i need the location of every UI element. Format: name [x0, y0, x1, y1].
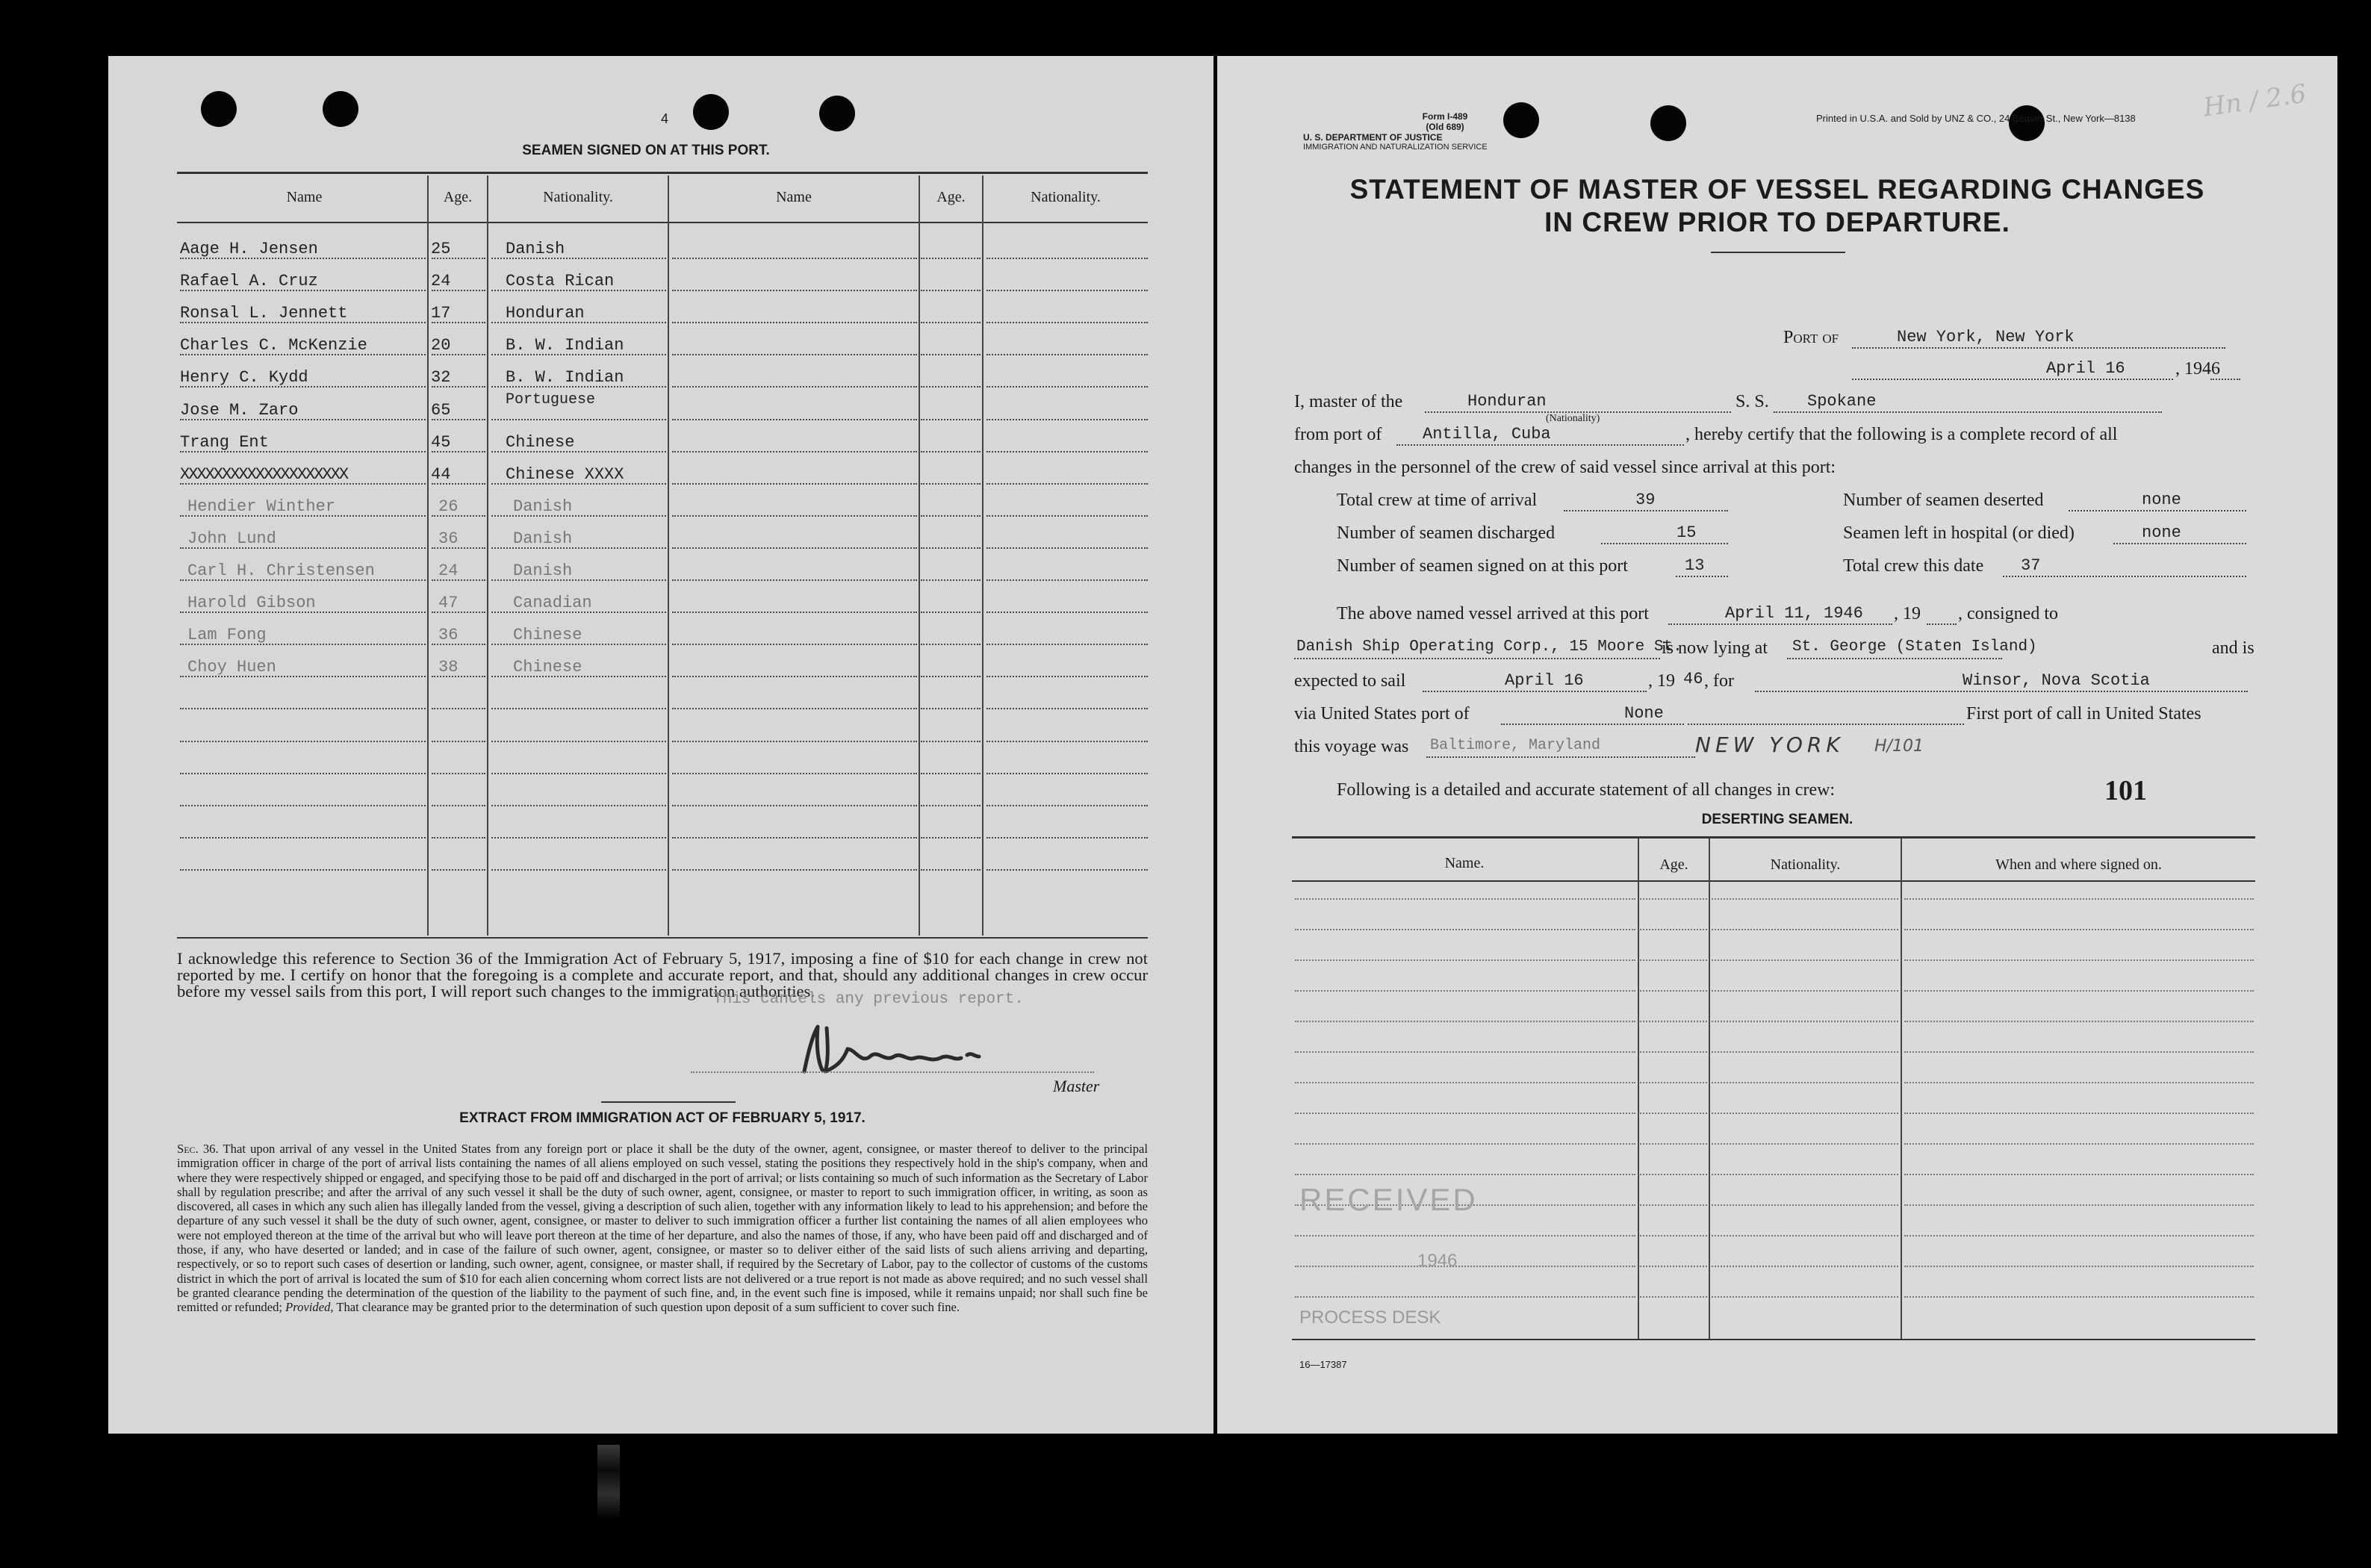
discharged-value: 15 — [1677, 523, 1697, 542]
master-of-label: I, master of the — [1294, 392, 1403, 411]
row-age: 47 — [438, 594, 459, 612]
deserting-row-rule — [1295, 959, 1635, 961]
expected-year: 46 — [1683, 670, 1703, 688]
row-rule — [921, 290, 981, 291]
deserting-row-rule — [1904, 1204, 2254, 1206]
total-crew-arrival-value: 39 — [1635, 491, 1656, 509]
row-rule — [491, 708, 666, 709]
row-rule — [672, 451, 917, 452]
deserting-row-rule — [1712, 1204, 1898, 1206]
row-rule — [672, 579, 917, 581]
row-nationality: Chinese — [513, 626, 582, 644]
section-36-text — [177, 1142, 1148, 1315]
deserting-row-rule — [1712, 1266, 1898, 1267]
nationality-caption: (Nationality) — [1546, 413, 1600, 424]
row-rule — [986, 451, 1148, 452]
row-age: 44 — [431, 465, 451, 484]
row-rule — [180, 741, 426, 742]
deserting-row-rule — [1295, 1174, 1635, 1175]
extract-title: EXTRACT FROM IMMIGRATION ACT OF FEBRUARY 5, 1917. — [459, 1110, 866, 1126]
row-rule — [672, 869, 917, 871]
row-rule — [921, 676, 981, 677]
row-age: 17 — [431, 304, 451, 323]
deserting-row-rule — [1295, 1235, 1635, 1236]
arrived-value: April 11, 1946 — [1725, 604, 1863, 623]
column-header: Name. — [1444, 855, 1485, 871]
punch-hole — [201, 91, 237, 127]
for-label: , for — [1704, 671, 1734, 691]
signed-on-label: Number of seamen signed on at this port — [1337, 556, 1628, 576]
deserting-row-rule — [1295, 1296, 1635, 1298]
page-number: 4 — [661, 111, 669, 126]
deserting-row-rule — [1904, 1051, 2254, 1053]
row-rule — [986, 354, 1148, 355]
row-age: 24 — [438, 561, 459, 580]
row-rule — [491, 741, 666, 742]
deserted-label: Number of seamen deserted — [1843, 491, 2044, 510]
row-rule — [986, 708, 1148, 709]
row-rule — [491, 837, 666, 839]
first-port-label: First port of call in United States — [1966, 704, 2201, 724]
row-name: Ronsal L. Jennett — [180, 304, 348, 323]
form-old: (Old 689) — [1426, 122, 1464, 132]
hospital-value: none — [2142, 523, 2181, 542]
row-rule — [180, 837, 426, 839]
row-name: Henry C. Kydd — [180, 368, 308, 387]
film-speck — [597, 1445, 620, 1519]
deserting-row-rule — [1712, 1021, 1898, 1022]
changes-text: changes in the personnel of the crew of said vessel since arrival at this port: — [1294, 458, 1836, 477]
row-rule — [432, 805, 485, 806]
deserting-row-rule — [1295, 1113, 1635, 1114]
arrived-label: The above named vessel arrived at this port — [1337, 604, 1649, 623]
following-label: Following is a detailed and accurate statement of all changes in crew: — [1337, 780, 1836, 800]
column-header: Nationality. — [543, 189, 613, 205]
master-label: Master — [1053, 1077, 1100, 1095]
nationality-value: Honduran — [1467, 392, 1547, 411]
from-port-label: from port of — [1294, 425, 1382, 444]
footer-code: 16—17387 — [1299, 1359, 1347, 1370]
deserting-row-rule — [1640, 1143, 1707, 1145]
title-line-1: STATEMENT OF MASTER OF VESSEL REGARDING CHANGES — [1349, 174, 2205, 205]
row-rule — [432, 773, 485, 774]
row-age: 26 — [438, 497, 459, 516]
row-rule — [921, 869, 981, 871]
signed-on-value: 13 — [1685, 556, 1705, 575]
voyage-handwritten: NEW YORK — [1695, 732, 1845, 757]
punch-hole — [693, 94, 729, 130]
row-nationality: Danish — [513, 561, 573, 580]
deserting-row-rule — [1904, 898, 2254, 900]
column-header: Nationality. — [1770, 856, 1841, 873]
punch-hole — [1650, 105, 1686, 141]
row-rule — [986, 290, 1148, 291]
row-rule — [986, 579, 1148, 581]
row-rule — [986, 419, 1148, 420]
consignee-value: Danish Ship Operating Corp., 15 Moore St. — [1296, 638, 1682, 656]
deserting-row-rule — [1904, 959, 2254, 961]
row-name: Aage H. Jensen — [180, 240, 318, 258]
row-age: 32 — [431, 368, 451, 387]
column-header: Age. — [443, 189, 473, 205]
row-nationality: Costa Rican — [506, 272, 615, 290]
row-age: 65 — [431, 401, 451, 420]
row-rule — [921, 837, 981, 839]
deserting-row-rule — [1640, 1204, 1707, 1206]
row-name: Choy Huen — [187, 658, 276, 676]
row-rule — [180, 708, 426, 709]
row-rule — [491, 773, 666, 774]
row-rule — [921, 258, 981, 259]
year-value: , 1946 — [2175, 359, 2220, 379]
row-rule — [921, 579, 981, 581]
total-crew-arrival-label: Total crew at time of arrival — [1337, 491, 1538, 510]
via-value: None — [1624, 704, 1664, 723]
section-end: That clearance may be granted prior to the determination of such question upon deposit of a sum sufficient to cover such fine. — [336, 1300, 960, 1315]
discharged-label: Number of seamen discharged — [1337, 523, 1556, 543]
consigned-label: , consigned to — [1958, 604, 2058, 623]
deserting-row-rule — [1640, 929, 1707, 930]
deserting-row-rule — [1295, 898, 1635, 900]
column-header: Age. — [1659, 856, 1688, 873]
punch-hole — [323, 91, 358, 127]
row-nationality: B. W. Indian — [506, 336, 624, 355]
expected-value: April 16 — [1505, 671, 1584, 690]
row-rule — [986, 805, 1148, 806]
row-nationality: Chinese — [506, 433, 575, 452]
deserting-row-rule — [1712, 1174, 1898, 1175]
row-age: 38 — [438, 658, 459, 676]
deserting-row-rule — [1640, 1051, 1707, 1053]
service: IMMIGRATION AND NATURALIZATION SERVICE — [1303, 143, 1488, 152]
deserting-row-rule — [1904, 1021, 2254, 1022]
row-rule — [432, 708, 485, 709]
row-name: Harold Gibson — [187, 594, 316, 612]
form-title — [1247, 174, 2308, 238]
row-nationality: Danish — [506, 240, 565, 258]
deserting-row-rule — [1640, 1235, 1707, 1236]
row-rule — [986, 515, 1148, 517]
row-rule — [921, 515, 981, 517]
row-name: XXXXXXXXXXXXXXXXXXXX — [180, 465, 348, 484]
row-nationality: B. W. Indian — [506, 368, 624, 387]
arrived-19: , 19 — [1894, 604, 1921, 623]
row-rule — [672, 322, 917, 323]
row-name: Hendier Winther — [187, 497, 336, 516]
row-age: 24 — [431, 272, 451, 290]
deserting-row-rule — [1295, 1266, 1635, 1267]
deserting-row-rule — [1712, 898, 1898, 900]
row-rule — [986, 258, 1148, 259]
row-rule — [986, 644, 1148, 645]
row-rule — [491, 419, 666, 420]
stamp-number: 101 — [2104, 775, 2147, 806]
deserting-row-rule — [1640, 959, 1707, 961]
deserting-row-rule — [1712, 959, 1898, 961]
row-rule — [180, 805, 426, 806]
row-rule — [672, 773, 917, 774]
row-rule — [491, 869, 666, 871]
and-is-label: and is — [2212, 638, 2255, 658]
row-rule — [491, 805, 666, 806]
deserting-row-rule — [1904, 929, 2254, 930]
row-rule — [672, 386, 917, 388]
vessel-value: Spokane — [1807, 392, 1877, 411]
deserted-value: none — [2142, 491, 2181, 509]
deserting-row-rule — [1904, 1174, 2254, 1175]
row-rule — [986, 322, 1148, 323]
voyage-value: Baltimore, Maryland — [1430, 737, 1601, 754]
section-title: SEAMEN SIGNED ON AT THIS PORT. — [522, 143, 770, 158]
deserting-row-rule — [1640, 1174, 1707, 1175]
row-age: 36 — [438, 529, 459, 548]
stamp-bottom: PROCESS DESK — [1299, 1307, 1441, 1328]
total-crew-date-value: 37 — [2021, 556, 2041, 575]
total-crew-date-label: Total crew this date — [1843, 556, 1984, 576]
row-rule — [921, 451, 981, 452]
row-rule — [432, 869, 485, 871]
row-name: Rafael A. Cruz — [180, 272, 318, 290]
deserting-row-rule — [1904, 1266, 2254, 1267]
row-rule — [921, 805, 981, 806]
row-rule — [921, 741, 981, 742]
deserting-row-rule — [1712, 1082, 1898, 1083]
row-rule — [921, 386, 981, 388]
row-rule — [921, 644, 981, 645]
row-rule — [180, 869, 426, 871]
row-rule — [672, 612, 917, 613]
column-header: When and where signed on. — [1995, 856, 2162, 873]
row-rule — [672, 547, 917, 549]
row-rule — [986, 837, 1148, 839]
corner-mark: Hn / 2.6 — [2201, 78, 2308, 123]
from-port-value: Antilla, Cuba — [1423, 425, 1551, 444]
row-rule — [672, 483, 917, 485]
row-rule — [672, 644, 917, 645]
deserting-row-rule — [1712, 1235, 1898, 1236]
certify-text: , hereby certify that the following is a complete record of all — [1685, 425, 2118, 444]
row-nationality: Portuguese — [506, 391, 596, 408]
deserting-row-rule — [1295, 1021, 1635, 1022]
department: U. S. DEPARTMENT OF JUSTICE — [1303, 132, 1443, 143]
row-rule — [921, 708, 981, 709]
cancels-note: This cancels any previous report. — [713, 991, 1024, 1008]
row-rule — [921, 547, 981, 549]
row-age: 25 — [431, 240, 451, 258]
column-header: Nationality. — [1031, 189, 1101, 205]
section-body: That upon arrival of any vessel in the United States from any foreign port or place it shall be the duty of the owner, agent, consignee, or master thereof to deliver to the principal immigration officer in charge of the port of arrival lists containing the names of all aliens employed on such vessel, stating the positions they respectively hold in the ship's company, when and where they were respectively shipped or engaged, and specifying those to be paid off and discharged in the port of arrival; or lists containing so much of such information as the Secretary of Labor shall by regulation prescribe; and after the arrival of any such vessel it shall be the duty of such owner, agent, consignee, or master to report to such immigration officer, in writing, as soon as discovered, all cases in which any such alien has illegally landed from the vessel, giving a description of such alien, together with any information likely to lead to his apprehension; and before the departure of any such vessel it shall be the duty of such owner, agent, consignee, or master to deliver to such immigration officer a further list containing the names of all alien employees who were not employed thereon at the time of the arrival but who will leave port thereon at the time of her departure, and also the names of those, if any, who have been paid off and discharged and of those, if any, who have deserted or landed; and in case of the failure of such owner, agent, consignee, or master so to deliver either of the said lists of such aliens arriving and departing, respectively, or so to report such cases of desertion or landing, such owner, agent, consignee, or master shall, if required by the Secretary of Labor, pay to the collector of customs of the customs district in which the port of arrival is located the sum of $10 for each alien concerning whom correct lists are not delivered or a true report is not made as above required; and no such vessel shall be granted clearance pending the determination of the question of the liability to the payment of such fine, and, in the event such fine is imposed, while it remains unpaid; nor shall such fine be remitted or refunded; — [177, 1142, 1149, 1315]
deserting-row-rule — [1640, 990, 1707, 992]
deserting-row-rule — [1295, 929, 1635, 930]
printer-line: Printed in U.S.A. and Sold by UNZ & CO., 24 Beaver St., New York—8138 — [1816, 113, 2136, 124]
acknowledgement-text: I acknowledge this reference to Section 36 of the Immigration Act of February 5, 1917, imposing a fine of $10 for each change in crew not reported by me. I certify on honor that the foregoing is a complete and accurate report, and that, should any additional changes in crew occur before my vessel sails from this port, I will report such changes to the immigration authorities. — [177, 949, 1148, 1001]
row-rule — [672, 515, 917, 517]
left-page — [108, 56, 1214, 1434]
deserting-row-rule — [1712, 929, 1898, 930]
deserting-title: DESERTING SEAMEN. — [1701, 812, 1853, 827]
row-rule — [921, 483, 981, 485]
hospital-label: Seamen left in hospital (or died) — [1843, 523, 2075, 543]
deserting-row-rule — [1295, 1082, 1635, 1083]
deserting-row-rule — [1295, 990, 1635, 992]
destination-value: Winsor, Nova Scotia — [1963, 671, 2150, 690]
row-rule — [921, 773, 981, 774]
row-name: Trang Ent — [180, 433, 269, 452]
port-label: Port of — [1783, 328, 1839, 347]
row-rule — [672, 290, 917, 291]
right-page — [1217, 56, 2337, 1434]
received-stamp: RECEIVED — [1299, 1182, 1478, 1217]
row-rule — [921, 322, 981, 323]
row-nationality: Danish — [513, 529, 573, 548]
punch-hole — [1503, 102, 1539, 138]
lying-value: St. George (Staten Island) — [1792, 638, 2037, 656]
stamp-year: 1946 — [1417, 1251, 1458, 1271]
column-header: Age. — [936, 189, 966, 205]
deserting-row-rule — [1640, 1266, 1707, 1267]
row-nationality: Chinese — [513, 658, 582, 676]
title-line-2: IN CREW PRIOR TO DEPARTURE. — [1544, 207, 2010, 237]
deserting-row-rule — [1904, 1082, 2254, 1083]
ss-label: S. S. — [1735, 392, 1769, 411]
row-nationality: Honduran — [506, 304, 585, 323]
row-rule — [432, 741, 485, 742]
row-name: Lam Fong — [187, 626, 267, 644]
row-rule — [672, 354, 917, 355]
row-name: Charles C. McKenzie — [180, 336, 367, 355]
row-rule — [986, 483, 1148, 485]
row-rule — [672, 419, 917, 420]
row-age: 45 — [431, 433, 451, 452]
row-rule — [921, 612, 981, 613]
deserting-row-rule — [1904, 990, 2254, 992]
section-label: Sec. 36. — [177, 1142, 219, 1156]
row-nationality: Chinese XXXX — [506, 465, 624, 484]
row-rule — [986, 869, 1148, 871]
row-rule — [672, 837, 917, 839]
row-rule — [672, 258, 917, 259]
row-rule — [921, 419, 981, 420]
deserting-row-rule — [1640, 1296, 1707, 1298]
expected-19: , 19 — [1648, 671, 1675, 691]
row-rule — [986, 612, 1148, 613]
row-rule — [986, 547, 1148, 549]
expected-label: expected to sail — [1294, 671, 1406, 691]
row-rule — [921, 354, 981, 355]
deserting-row-rule — [1640, 1021, 1707, 1022]
master-signature — [795, 1019, 1079, 1079]
row-name: Carl H. Christensen — [187, 561, 375, 580]
deserting-row-rule — [1712, 1113, 1898, 1114]
deserting-row-rule — [1904, 1113, 2254, 1114]
deserting-row-rule — [1712, 1051, 1898, 1053]
punch-hole — [819, 96, 855, 131]
port-value: New York, New York — [1897, 328, 2075, 346]
row-rule — [672, 708, 917, 709]
row-rule — [986, 741, 1148, 742]
deserting-row-rule — [1904, 1143, 2254, 1145]
row-rule — [986, 386, 1148, 388]
initials: H/101 — [1874, 737, 1924, 756]
deserting-row-rule — [1712, 990, 1898, 992]
row-rule — [672, 805, 917, 806]
deserting-row-rule — [1640, 1082, 1707, 1083]
form-number: Form I-489 — [1422, 111, 1468, 122]
row-nationality: Danish — [513, 497, 573, 516]
column-header: Name — [776, 189, 812, 205]
lying-label: is now lying at — [1662, 638, 1768, 658]
row-rule — [986, 676, 1148, 677]
row-name: Jose M. Zaro — [180, 401, 299, 420]
row-name: John Lund — [187, 529, 276, 548]
deserting-row-rule — [1640, 898, 1707, 900]
deserting-row-rule — [1640, 1113, 1707, 1114]
deserting-row-rule — [1712, 1296, 1898, 1298]
column-header: Name — [286, 189, 323, 205]
row-rule — [672, 676, 917, 677]
voyage-label: this voyage was — [1294, 737, 1409, 756]
row-nationality: Canadian — [513, 594, 592, 612]
via-label: via United States port of — [1294, 704, 1470, 724]
row-rule — [180, 773, 426, 774]
deserting-row-rule — [1904, 1235, 2254, 1236]
row-rule — [432, 837, 485, 839]
date-value: April 16 — [2046, 359, 2125, 378]
row-rule — [672, 741, 917, 742]
deserting-row-rule — [1295, 1051, 1635, 1053]
row-age: 36 — [438, 626, 459, 644]
deserting-row-rule — [1904, 1296, 2254, 1298]
row-age: 20 — [431, 336, 451, 355]
deserting-row-rule — [1712, 1143, 1898, 1145]
deserting-row-rule — [1295, 1143, 1635, 1145]
row-rule — [986, 773, 1148, 774]
section-proviso: Provided, — [285, 1300, 334, 1315]
